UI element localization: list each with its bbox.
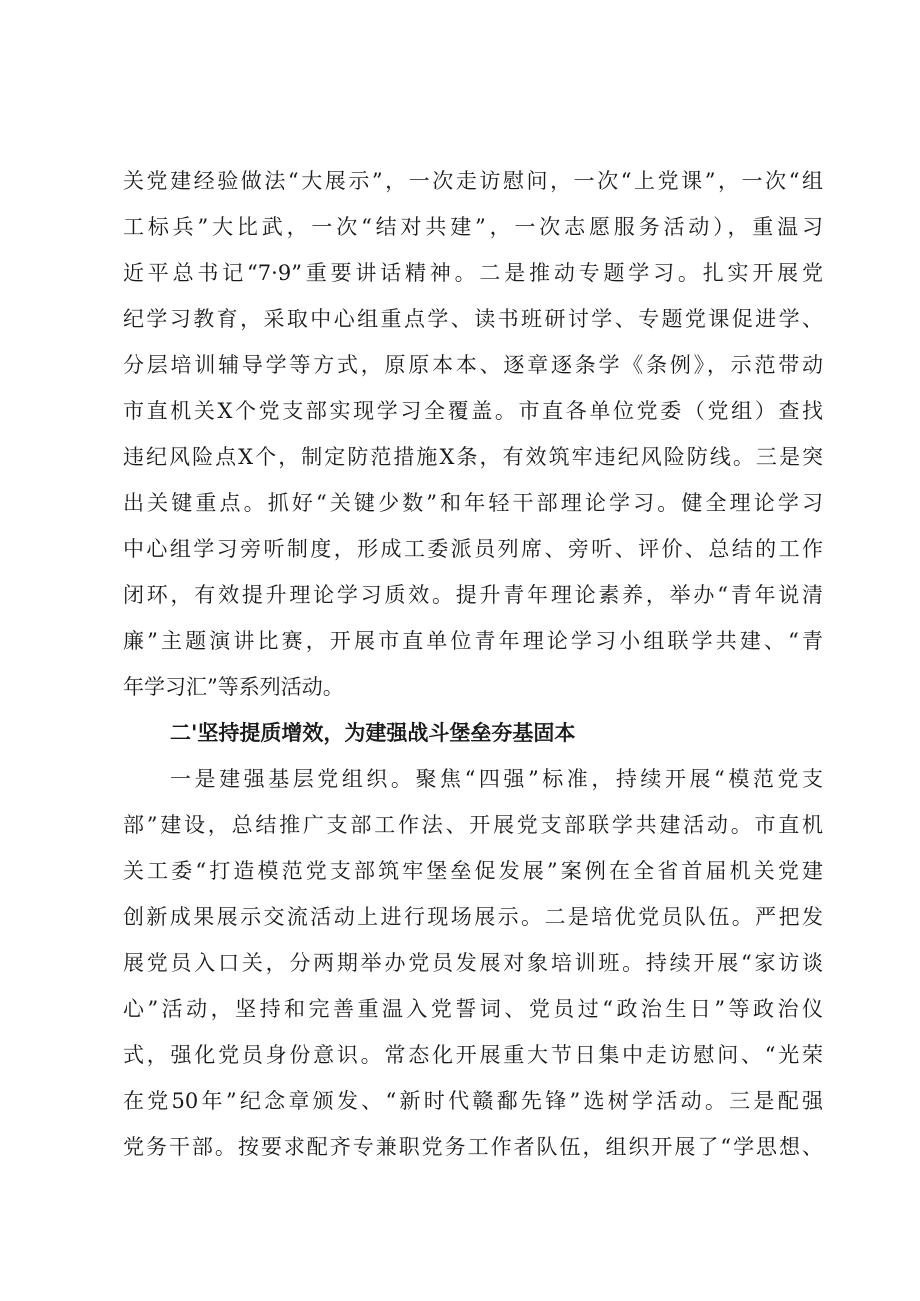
text-line: 近平总书记“7·9”重要讲话精神。二是推动专题学习。扎实开展党: [123, 261, 823, 285]
text-line: 创新成果展示交流活动上进行现场展示。二是培优党员队伍。严把发: [123, 905, 823, 929]
text-line: 式，强化党员身份意识。常态化开展重大节日集中走访慰问、“光荣: [123, 1043, 823, 1067]
text-line: 心”活动，坚持和完善重温入党誓词、党员过“政治生日”等政治仪: [123, 997, 823, 1021]
text-line: 党务干部。按要求配齐专兼职党务工作者队伍，组织开展了“学思想、: [123, 1135, 823, 1159]
text-line: 中心组学习旁听制度，形成工委派员列席、旁听、评价、总结的工作: [123, 537, 823, 561]
text-line: 部”建设，总结推广支部工作法、开展党支部联学共建活动。市直机: [123, 813, 823, 837]
text-line: 分层培训辅导学等方式，原原本本、逐章逐条学《条例》，示范带动: [123, 353, 823, 377]
text-line: 一是建强基层党组织。聚焦“四强”标准，持续开展“模范党支: [170, 767, 823, 791]
text-line: 市直机关X个党支部实现学习全覆盖。市直各单位党委（党组）查找: [123, 399, 823, 423]
text-line: 在党50年”纪念章颁发、“新时代赣鄱先锋”选树学活动。三是配强: [123, 1089, 823, 1113]
text-line: 展党员入口关，分两期举办党员发展对象培训班。持续开展“家访谈: [123, 951, 823, 975]
text-line: 闭环，有效提升理论学习质效。提升青年理论素养，举办“青年说清: [123, 583, 823, 607]
text-line: 关工委“打造模范党支部筑牢堡垒促发展”案例在全省首届机关党建: [123, 859, 823, 883]
text-line: 关党建经验做法“大展示”，一次走访慰问，一次“上党课”，一次“组: [123, 169, 823, 193]
section-heading: 二'坚持提质增效，为建强战斗堡垒夯基固本: [170, 721, 576, 745]
text-line: 违纪风险点X个，制定防范措施X条，有效筑牢违纪风险防线。三是突: [123, 445, 823, 469]
text-line: 纪学习教育，采取中心组重点学、读书班研讨学、专题党课促进学、: [123, 307, 823, 331]
text-line: 出关键重点。抓好“关键少数”和年轻干部理论学习。健全理论学习: [123, 491, 823, 515]
text-line: 廉”主题演讲比赛，开展市直单位青年理论学习小组联学共建、“青: [123, 629, 823, 653]
text-line: 工标兵”大比武，一次“结对共建”，一次志愿服务活动），重温习: [123, 215, 823, 239]
text-line: 年学习汇”等系列活动。: [123, 675, 344, 699]
